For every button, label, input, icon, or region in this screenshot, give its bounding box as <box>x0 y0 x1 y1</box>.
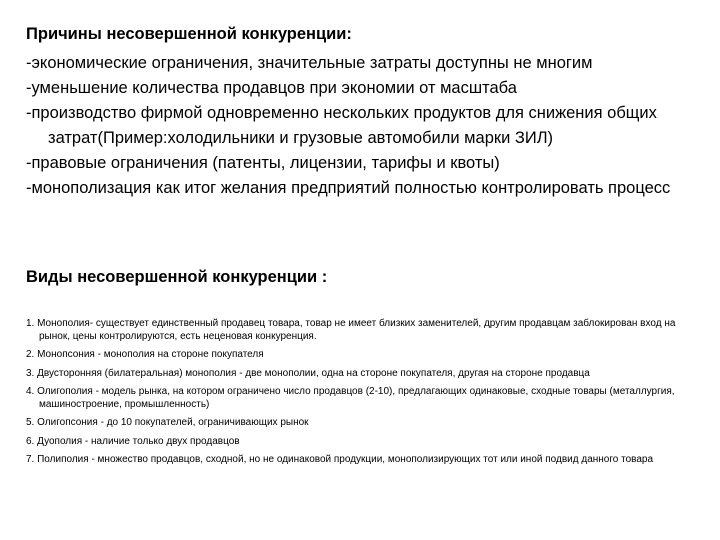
types-heading: Виды несовершенной конкуренции : <box>26 268 328 286</box>
type-item: 2. Монопсония - монополия на стороне покупателя <box>26 349 264 360</box>
type-item: 3. Двусторонняя (билатеральная) монополия - две монополии, одна на стороне покупателя, другая на стороне продавца <box>26 367 590 379</box>
types-list <box>26 318 708 473</box>
type-item: 1. Монополия- существует единственный продавец товара, товар не имеет близких заменителей, другим продавцам заблокирован вход на рынок, цены контролируются, есть неценовая конкуренция. <box>26 318 676 342</box>
reason-item: -экономические ограничения, значительные затраты доступны не многим <box>26 54 593 72</box>
type-item: 4. Олигополия - модель рынка, на котором ограничено число продавцов (2-10), предлагающих одинаковые, сходные товары (металлургия, машиностроение, промышленность) <box>26 386 675 410</box>
reason-item: -правовые ограничения (патенты, лицензии, тарифы и квоты) <box>26 154 500 172</box>
type-item: 6. Дуополия - наличие только двух продавцов <box>26 435 240 447</box>
type-item: 7. Полиполия - множество продавцов, сходной, но не одинаковой продукции, монополизирующих тот или иной подвид данного товара <box>26 454 654 465</box>
reasons-heading: Причины несовершенной конкуренции: <box>26 25 352 43</box>
reason-item: -уменьшение количества продавцов при экономии от масштаба <box>26 79 517 97</box>
reason-item: -производство фирмой одновременно нескольких продуктов для снижения общих затрат(Пример:холодильники и грузовые автомобили марки ЗИЛ) <box>26 104 657 147</box>
reason-item: -монополизация как итог желания предприятий полностью контролировать процесс <box>26 179 671 197</box>
type-item: 5. Олигопсония - до 10 покупателей, ограничивающих рынок <box>26 417 309 428</box>
reasons-list <box>26 51 716 201</box>
